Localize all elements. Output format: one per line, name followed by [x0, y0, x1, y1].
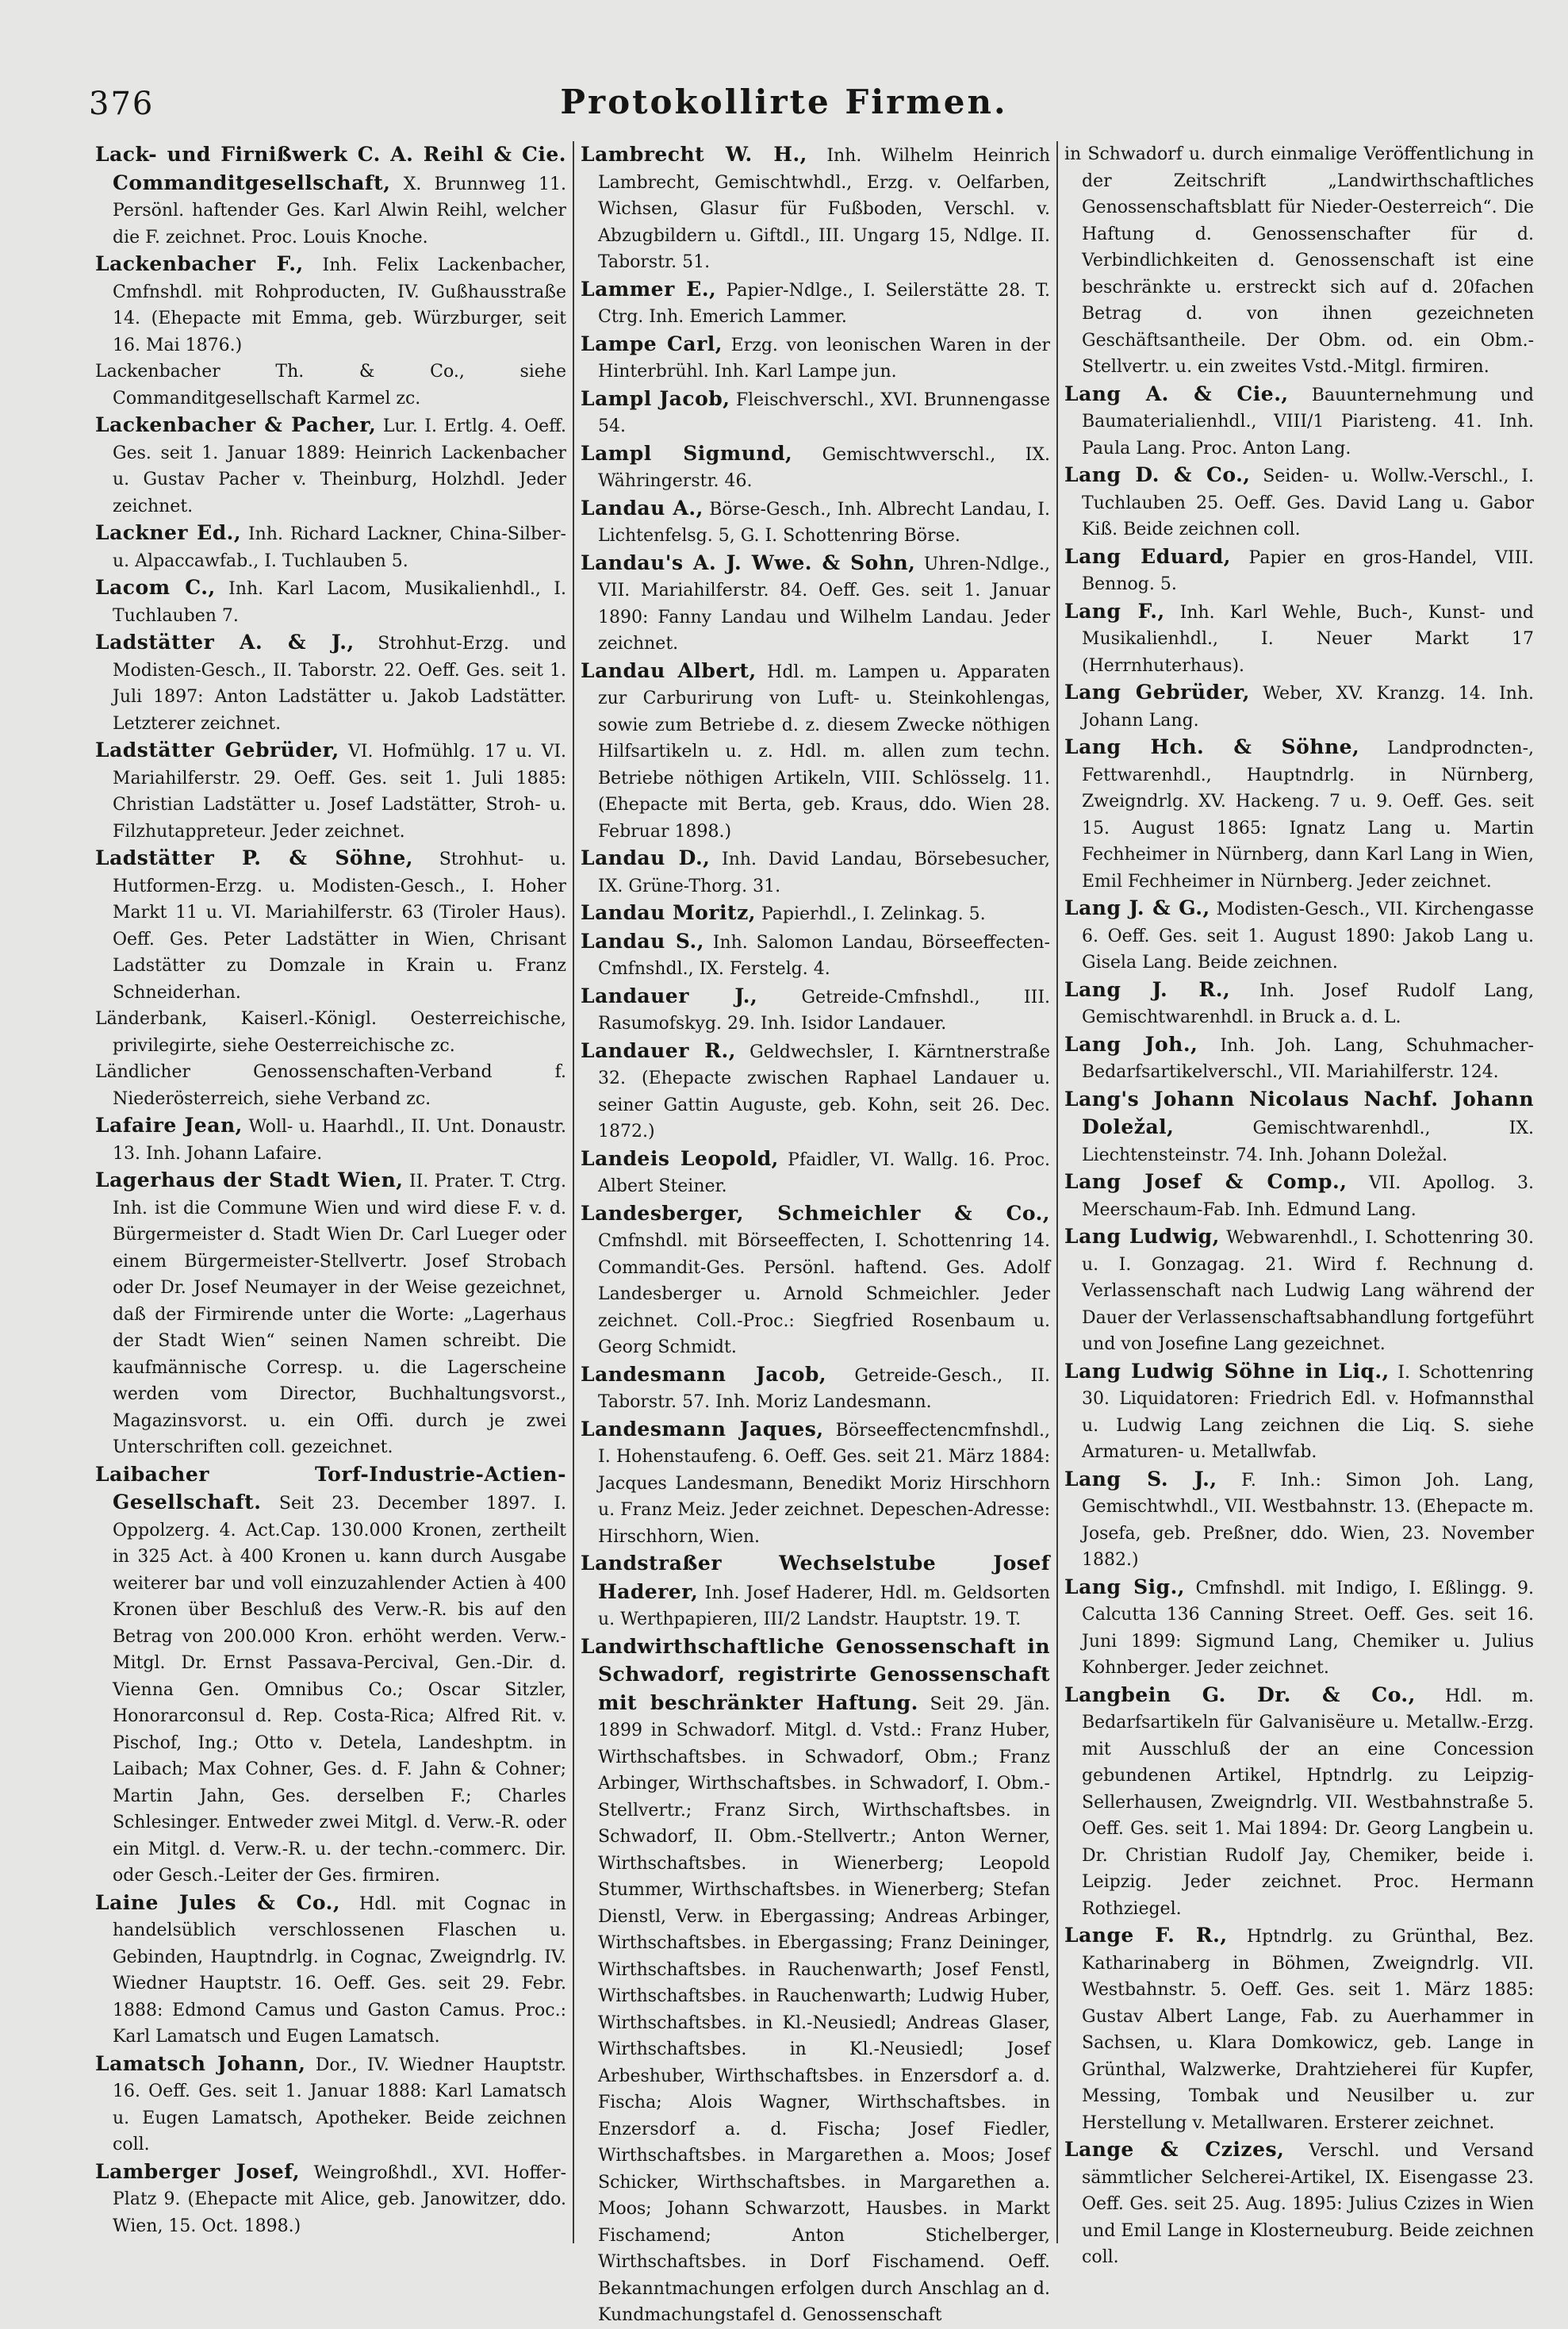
firm-name: Lampl Jacob, — [581, 386, 730, 410]
firm-details: Papier-Ndlge., I. Seilerstätte 28. T. Ctrg. Inh. Emerich Lammer. — [598, 280, 1051, 327]
firm-details: X. Brunnweg 11. Persönl. haftender Ges. Karl Alwin Reihl, welcher die F. zeichnet. Proc. Louis Knoche. — [113, 174, 566, 247]
firm-name: Landau S., — [581, 929, 704, 953]
firm-entry — [581, 331, 1050, 386]
firm-entry — [95, 1112, 566, 1167]
firm-entry — [95, 141, 566, 251]
firm-details: Erzg. von leonischen Waren in der Hinterbrühl. Inh. Karl Lampe jun. — [598, 335, 1050, 382]
firm-name: Langbein G. Dr. & Co., — [1064, 1682, 1416, 1706]
firm-name: Lackner Ed., — [95, 521, 242, 544]
page-number: 376 — [89, 86, 155, 122]
firm-details: Modisten-Gesch., VII. Kirchengasse 6. Oeff. Ges. seit 1. August 1890: Jakob Lang u. Gisela Lang. Beide zeichnen. — [1082, 900, 1535, 973]
firm-details: Weber, XV. Kranzg. 14. Inh. Johann Lang. — [1082, 684, 1534, 731]
firm-entry — [581, 1038, 1050, 1145]
firm-details: Inh. Salomon Landau, Börseeffecten-Cmfnshdl., IX. Ferstelg. 4. — [598, 932, 1050, 979]
firm-name: Landau's A. J. Wwe. & Sohn, — [581, 551, 916, 574]
firm-entry — [581, 276, 1050, 331]
firm-name: Landau Moritz, — [581, 901, 756, 924]
firm-details: Inh. Richard Lackner, China-Silber- u. Alpaccawfab., I. Tuchlauben 5. — [113, 524, 566, 571]
firm-entry — [581, 1550, 1050, 1633]
firm-name: Lang Hch. & Söhne, — [1064, 735, 1360, 758]
firm-details: Hdl. mit Cognac in handelsüblich verschlossenen Flaschen u. Gebinden, Hauptndrlg. in Cognac, Zweigndrlg. IV. Wiedner Hauptstr. 16. Oeff. Ges. seit 29. Febr. 1888: Edmond Camus und Gaston Camus. Proc.: Karl Lamatsch und Eugen Lamatsch. — [113, 1894, 566, 2047]
firm-name: Ladstätter P. & Söhne, — [95, 846, 414, 869]
firm-entry — [1064, 2136, 1534, 2271]
firm-details: Hdl. m. Lampen u. Apparaten zur Carburirung von Luft- u. Steinkohlengas, sowie zum Betriebe d. z. diesem Zwecke nöthigen Hilfsartikeln u. z. Hdl. m. allen zum techn. Betriebe nöthigen Artikeln, VIII. Schlösselg. 11. (Ehepacte mit Berta, geb. Kraus, ddo. Wien 28. Februar 1898.) — [598, 662, 1050, 842]
firm-name: Lang's Johann Nicolaus Nachf. Johann Doležal, — [1064, 1087, 1534, 1138]
firm-details: Gemischtwarenhdl., IX. Liechtensteinstr. 74. Inh. Johann Doležal. — [1082, 1118, 1534, 1165]
firm-name: Lafaire Jean, — [95, 1114, 243, 1137]
firm-details: Länderbank, Kaiserl.-Königl. Oesterreichische, privilegirte, siehe Oesterreichische zc. — [95, 1009, 566, 1056]
firm-entry — [95, 1890, 566, 2051]
firm-entry — [1064, 543, 1534, 598]
firm-entry — [95, 359, 566, 412]
firm-name: Lang Ludwig Söhne in Liq., — [1064, 1359, 1390, 1383]
firm-name: Lange & Czizes, — [1064, 2138, 1285, 2161]
firm-name: Landauer J., — [581, 984, 758, 1007]
firm-name: Landau D., — [581, 846, 711, 869]
firm-details: VI. Hofmühlg. 17 u. VI. Mariahilferstr. 29. Oeff. Ges. seit 1. Juli 1885: Christian Ladstätter u. Josef Ladstätter, Stroh- u. Filzhutappreteur. Jeder zeichnet. — [113, 742, 567, 842]
firm-entry — [95, 2158, 566, 2240]
firm-details: II. Prater. T. Ctrg. Inh. ist die Commune Wien und wird diese F. v. d. Bürgermeister d. Stadt Wien Dr. Carl Lueger oder einem Bürgermeister-Stellvertr. Josef Strobach oder Dr. Josef Neumayer in der Weise gezeichnet, daß der Firmirende unter die Worte: „Lagerhaus der Stadt Wien“ seinen Namen schreibt. Die kaufmännische Corresp. u. die Lagerscheine werden vom Director, Buchhaltungsvorst., Magazinsvorst. u. ein Offi. durch je zwei Unterschriften coll. gezeichnet. — [113, 1172, 566, 1457]
firm-details: Inh. David Landau, Börsebesucher, IX. Grüne-Thorg. 31. — [598, 850, 1050, 896]
firm-entry — [581, 928, 1050, 983]
firm-entry — [581, 1361, 1050, 1416]
firm-entry — [581, 1200, 1050, 1361]
firm-entry — [1064, 381, 1534, 462]
firm-details: Bauunternehmung und Baumaterialienhdl., VIII/1 Piaristeng. 41. Inh. Paula Lang. Proc. Anton Lang. — [1082, 385, 1534, 459]
firm-details: Verschl. und Versand sämmtlicher Selcherei-Artikel, IX. Eisengasse 23. Oeff. Ges. seit 25. Aug. 1895: Julius Czizes in Wien und Emil Lange in Klosterneuburg. Beide zeichnen coll. — [1082, 2141, 1534, 2267]
firm-entry — [1064, 1466, 1534, 1574]
firm-name: Lang Josef & Comp., — [1064, 1170, 1348, 1193]
firm-entry — [95, 629, 566, 737]
firm-entry — [1064, 1574, 1534, 1682]
firm-entry — [581, 900, 1050, 928]
page-title: Protokollirte Firmen. — [560, 82, 1008, 121]
firm-name: Lagerhaus der Stadt Wien, — [95, 1168, 404, 1191]
firm-entry — [1064, 1086, 1534, 1169]
firm-entry — [95, 251, 566, 359]
firm-details: Seiden- u. Wollw.-Verschl., I. Tuchlauben 25. Oeff. Ges. David Lang u. Gabor Kiß. Beide zeichnen coll. — [1082, 466, 1534, 539]
firm-details: I. Schottenring 30. Liquidatoren: Friedrich Edl. v. Hofmannsthal u. Ludwig Lang zeichnen die Liq. S. siehe Armaturen- u. Metallwfab. — [1082, 1362, 1534, 1462]
firm-details: Papier en gros-Handel, VIII. Bennog. 5. — [1082, 547, 1534, 594]
firm-name: Lang Joh., — [1064, 1032, 1198, 1056]
firm-details: Ländlicher Genossenschaften-Verband f. Niederösterreich, siehe Verband zc. — [95, 1062, 566, 1109]
firm-name: Lacom C., — [95, 576, 216, 599]
firm-name: Lackenbacher F., — [95, 252, 304, 275]
firm-name: Lang J. & G., — [1064, 896, 1210, 919]
firm-details: Geldwechsler, I. Kärntnerstraße 32. (Ehepacte zwischen Raphael Landauer u. seiner Gattin Auguste, geb. Kohn, seit 26. Dec. 1872.) — [598, 1042, 1050, 1141]
firm-name: Landesberger, Schmeichler & Co., — [581, 1201, 1050, 1225]
firm-name: Lang J. R., — [1064, 977, 1231, 1001]
firm-details: Seit 23. December 1897. I. Oppolzerg. 4. Act.Cap. 130.000 Kronen, zertheilt in 325 Act. à 400 Kronen u. kann durch Ausgabe weiterer bar und voll einzuzahlender Actien à 400 Kronen über Beschluß des Verw.-R. bis auf den Betrag von 200.000 Kron. erhöht werden. Verw.-Mitgl. Dr. Ernst Passava-Percival, Gen.-Dir. d. Vienna Gen. Omnibus Co.; Oscar Sitzler, Honorarconsul d. Rep. Costa-Rica; Alfred Rit. v. Pischof, Ing.; Otto v. Detela, Landeshptm. in Laibach; Max Cohner, Ges. d. F. Jahn & Cohner; Martin Jahn, Ges. derselben F.; Charles Schlesinger. Entweder zwei Mitgl. d. Verw.-R. oder ein Mitgl. d. Verw.-R. u. der techn.-commerc. Dir. oder Gesch.-Leiter der Ges. firmiren. — [113, 1494, 566, 1886]
firm-name: Ladstätter Gebrüder, — [95, 739, 339, 762]
firm-name: Lang D. & Co., — [1064, 463, 1251, 486]
firm-entry — [581, 550, 1050, 658]
firm-details: Cmfnshdl. mit Indigo, I. Eßlingg. 9. Calcutta 136 Canning Street. Oeff. Ges. seit 16. Juni 1899: Sigmund Lang, Chemiker u. Julius Kohnberger. Jeder zeichnet. — [1082, 1578, 1534, 1678]
firm-entry — [581, 440, 1050, 495]
firm-name: Lange F. R., — [1064, 1924, 1228, 1947]
firm-name: Landeis Leopold, — [581, 1146, 779, 1170]
firm-name: Lack- und Firnißwerk C. A. Reihl & Cie. Commanditgesellschaft, — [95, 143, 566, 194]
firm-name: Lamberger Josef, — [95, 2159, 301, 2183]
firm-entry — [1064, 976, 1534, 1031]
firm-name: Landauer R., — [581, 1038, 736, 1062]
firm-entry — [95, 574, 566, 629]
firm-entry — [581, 141, 1050, 276]
firm-entry — [1064, 1682, 1534, 1923]
firm-name: Lackenbacher & Pacher, — [95, 413, 377, 436]
firm-details: Gemischtwverschl., IX. Währingerstr. 46. — [598, 444, 1050, 491]
firm-entry — [1064, 1168, 1534, 1223]
firm-entry — [1064, 141, 1534, 381]
firm-entry — [581, 386, 1050, 440]
firm-details: in Schwadorf u. durch einmalige Veröffentlichung in der Zeitschrift „Landwirthschaftliches Genossenschaftsblatt für Nieder-Oesterreich“. Die Haftung d. Genossenschafter für d. Verbindlichkeiten d. Genossenschaft ist eine beschränkte u. erstreckt sich auf d. 20fachen Betrag d. von ihnen gezeichneten Geschäftsantheile. Der Obm. od. ein Obm.-Stellvertr. u. ein zweites Vstd.-Mitgl. firmiren. — [1064, 144, 1534, 377]
firm-details: Pfaidler, VI. Wallg. 16. Proc. Albert Steiner. — [598, 1149, 1050, 1196]
firm-name: Landau A., — [581, 496, 703, 520]
firm-details: Inh. Karl Wehle, Buch-, Kunst- und Musikalienhdl., I. Neuer Markt 17 (Herrnhuterhaus). — [1082, 602, 1534, 676]
firm-entry — [581, 1145, 1050, 1200]
firm-details: Inh. Karl Lacom, Musikalienhdl., I. Tuchlauben 7. — [113, 579, 566, 626]
firm-details: Hptndrlg. zu Grünthal, Bez. Katharinaberg in Böhmen, Zweigndrlg. VII. Westbahnstr. 5. Oeff. Ges. seit 1. März 1885: Gustav Albert Lange, Fab. zu Auerhammer in Sachsen, u. Klara Domkowicz, geb. Lange in Grünthal, Walzwerke, Drahtzieherei für Kupfer, Messing, Tombak und Neusilber u. zur Herstellung v. Metallwaren. Ersterer zeichnet. — [1082, 1927, 1534, 2133]
firm-name: Lampe Carl, — [581, 332, 723, 355]
firm-name: Lamatsch Johann, — [95, 2051, 306, 2075]
firm-details: Börseeffectencmfnshdl., I. Hohenstaufeng. 6. Oeff. Ges. seit 21. März 1884: Jacques Landesmann, Benedikt Moriz Hirschhorn u. Franz Meiz. Jeder zeichnet. Depeschen-Adresse: Hirschhorn, Wien. — [598, 1420, 1050, 1547]
firm-name: Laibacher Torf-Industrie-Actien-Gesellschaft. — [95, 1462, 566, 1514]
column-left — [89, 141, 573, 2243]
firm-entry — [1064, 679, 1534, 734]
firm-details: Strohhut- u. Hutformen-Erzg. u. Modisten-Gesch., I. Hoher Markt 11 u. VI. Mariahilferstr. 63 (Tiroler Haus). Oeff. Ges. Peter Ladstätter in Wien, Chrisant Ladstätter zu Domzale in Krain u. Franz Schneiderhan. — [113, 850, 566, 1003]
firm-details: F. Inh.: Simon Joh. Lang, Gemischtwhdl., VII. Westbahnstr. 13. (Ehepacte m. Josefa, geb. Preßner, ddo. Wien, 23. November 1882.) — [1082, 1470, 1534, 1570]
column-right — [1056, 141, 1540, 2267]
firm-name: Landwirthschaftliche Genossenschaft in Schwadorf, registrirte Genossenschaft mit beschränkter Haftung. — [581, 1634, 1050, 1714]
firm-details: Weingroßhdl., XVI. Hoffer-Platz 9. (Ehepacte mit Alice, geb. Janowitzer, ddo. Wien, 15. Oct. 1898.) — [113, 2162, 566, 2236]
firm-details: Dor., IV. Wiedner Hauptstr. 16. Oeff. Ges. seit 1. Januar 1888: Karl Lamatsch u. Eugen Lamatsch, Apotheker. Beide zeichnen coll. — [113, 2055, 566, 2154]
firm-entry — [95, 1461, 566, 1890]
firm-details: Webwarenhdl., I. Schottenring 30. u. I. Gonzagag. 21. Wird f. Rechnung d. Verlassenschaft nach Ludwig Lang während der Dauer der Verlassenschaftsabhandlung fortgeführt und von Josefine Lang gezeichnet. — [1082, 1228, 1534, 1354]
firm-name: Lang Ludwig, — [1064, 1225, 1220, 1248]
firm-name: Landstraßer Wechselstube Josef Haderer, — [581, 1552, 1050, 1603]
firm-details: Hdl. m. Bedarfsartikeln für Galvanisëure u. Metallw.-Erzg. mit Ausschluß der an eine Concession gebundenen Artikel, Hptndrlg. zu Leipzig-Sellerhausen, Zweigndrlg. VII. Westbahnstraße 5. Oeff. Ges. seit 1. Mai 1894: Dr. Georg Langbein u. Dr. Christian Rudolf Jay, Chemiker, beide i. Leipzig. Jeder zeichnet. Proc. Hermann Rothziegel. — [1082, 1686, 1534, 1919]
firm-entry — [1064, 1358, 1534, 1466]
firm-details: Inh. Felix Lackenbacher, Cmfnshdl. mit Rohproducten, IV. Gußhausstraße 14. (Ehepacte mit Emma, geb. Würzburger, seit 16. Mai 1876.) — [113, 255, 567, 355]
firm-entry — [1064, 1031, 1534, 1086]
firm-details: Inh. Josef Rudolf Lang, Gemischtwarenhdl. in Bruck a. d. L. — [1082, 980, 1535, 1027]
firm-entry — [1064, 462, 1534, 543]
firm-entry — [1064, 1922, 1534, 2136]
firm-entry — [95, 1059, 566, 1112]
firm-name: Lang F., — [1064, 599, 1165, 623]
firm-name: Lammer E., — [581, 277, 717, 301]
firm-details: Seit 29. Jän. 1899 in Schwadorf. Mitgl. d. Vstd.: Franz Huber, Wirthschaftsbes. in Schwadorf, Obm.; Franz Arbinger, Wirthschaftsbes. in Schwadorf, I. Obm.-Stellvertr.; Franz Sirch, Wirthschaftsbes. in Schwadorf, II. Obm.-Stellvertr.; Anton Werner, Wirthschaftsbes. in Wienerberg; Leopold Stummer, Wirthschaftsbes. in Wienerberg; Stefan Dienstl, Verw. in Ebergassing; Andreas Arbinger, Wirthschaftsbes. in Ebergassing; Franz Deininger, Wirthschaftsbes. in Rauchenwarth; Josef Fenstl, Wirthschaftsbes. in Rauchenwarth; Ludwig Huber, Wirthschaftsbes. in Kl.-Neusiedl; Andreas Glaser, Wirthschaftsbes. in Kl.-Neusiedl; Josef Arbeshuber, Wirthschaftsbes. in Enzersdorf a. d. Fischa; Alois Wagner, Wirthschaftsbes. in Enzersdorf a. d. Fischa; Josef Fiedler, Wirthschaftsbes. in Margarethen a. Moos; Josef Schicker, Wirthschaftsbes. in Margarethen a. Moos; Johann Schwarzott, Hausbes. in Markt Fischamend; Anton Stichelberger, Wirthschaftsbes. in Dorf Fischamend. Oeff. Bekanntmachungen erfolgen durch Anschlag an d. Kundmachungstafel d. Genossenschaft — [598, 1694, 1050, 2325]
firm-name: Lang Gebrüder, — [1064, 681, 1250, 704]
firm-entry — [581, 845, 1050, 900]
firm-name: Lampl Sigmund, — [581, 441, 793, 465]
firm-details: Getreide-Gesch., II. Taborstr. 57. Inh. Moriz Landesmann. — [598, 1365, 1050, 1412]
firm-entry — [95, 2051, 566, 2158]
firm-name: Landesmann Jaques, — [581, 1417, 824, 1441]
firm-entry — [581, 983, 1050, 1038]
firm-details: Lur. I. Ertlg. 4. Oeff. Ges. seit 1. Januar 1889: Heinrich Lackenbacher u. Gustav Pacher v. Theinburg, Holzhdl. Jeder zeichnet. — [113, 416, 566, 516]
firm-details: Getreide-Cmfnshdl., III. Rasumofskyg. 29. Inh. Isidor Landauer. — [598, 987, 1050, 1034]
firm-entry — [581, 1633, 1050, 2329]
firm-entry — [1064, 734, 1534, 895]
firm-entry — [95, 845, 566, 1006]
firm-details: Landprodncten-, Fettwarenhdl., Hauptndrlg. in Nürnberg, Zweigndrlg. XV. Hackeng. 7 u. 9. Oeff. Ges. seit 15. August 1865: Ignatz Lang u. Martin Fechheimer in Nürnberg, dann Karl Lang in Wien, Emil Fechheimer in Nürnberg. Jeder zeichnet. — [1082, 739, 1535, 892]
firm-entry — [95, 520, 566, 574]
firm-entry — [581, 658, 1050, 846]
firm-details: VII. Apollog. 3. Meerschaum-Fab. Inh. Edmund Lang. — [1082, 1173, 1534, 1220]
firm-details: Inh. Wilhelm Heinrich Lambrecht, Gemischtwhdl., Erzg. v. Oelfarben, Wichsen, Glasur für Fußboden, Verschl. v. Abzugbildern u. Giftdl., III. Ungarg 15, Ndlge. II. Taborstr. 51. — [598, 146, 1050, 272]
firm-name: Lang Sig., — [1064, 1575, 1186, 1598]
firm-name: Lang A. & Cie., — [1064, 382, 1289, 405]
firm-name: Landesmann Jacob, — [581, 1362, 827, 1386]
firm-details: Börse-Gesch., Inh. Albrecht Landau, I. Lichtenfelsg. 5, G. I. Schottenring Börse. — [598, 499, 1050, 546]
firm-name: Lambrecht W. H., — [581, 143, 807, 166]
directory-columns — [89, 141, 1540, 2325]
firm-name: Landau Albert, — [581, 658, 757, 682]
firm-name: Lang S. J., — [1064, 1467, 1217, 1491]
firm-details: Uhren-Ndlge., VII. Mariahilferstr. 84. Oeff. Ges. seit 1. Januar 1890: Fanny Landau und Wilhelm Landau. Jeder zeichnet. — [598, 554, 1050, 654]
firm-details: Fleischverschl., XVI. Brunnengasse 54. — [598, 389, 1050, 436]
firm-details: Inh. Joh. Lang, Schuhmacher-Bedarfsartikelverschl., VII. Mariahilferstr. 124. — [1082, 1035, 1534, 1082]
firm-entry — [1064, 895, 1534, 976]
firm-name: Lang Eduard, — [1064, 544, 1231, 568]
firm-entry — [581, 495, 1050, 550]
firm-entry — [95, 737, 566, 845]
firm-details: Woll- u. Haarhdl., II. Unt. Donaustr. 13. Inh. Johann Lafaire. — [113, 1117, 566, 1164]
firm-details: Strohhut-Erzg. und Modisten-Gesch., II. Taborstr. 22. Oeff. Ges. seit 1. Juli 1897: Anton Ladstätter u. Jakob Ladstätter. Letzterer zeichnet. — [113, 634, 566, 734]
firm-details: Papierhdl., I. Zelinkag. 5. — [761, 904, 986, 924]
firm-details: Inh. Josef Haderer, Hdl. m. Geldsorten u. Werthpapieren, III/2 Landstr. Hauptstr. 19. T. — [598, 1583, 1051, 1629]
firm-entry — [1064, 1223, 1534, 1358]
firm-entry — [1064, 598, 1534, 680]
firm-name: Ladstätter A. & J., — [95, 631, 355, 654]
firm-entry — [581, 1416, 1050, 1551]
firm-entry — [95, 1006, 566, 1059]
firm-details: Cmfnshdl. mit Börseeffecten, I. Schottenring 14. Commandit-Ges. Persönl. haftend. Ges. Adolf Landesberger u. Arnold Schmeichler. Jeder zeichnet. Coll.-Proc.: Siegfried Rosenbaum u. Georg Schmidt. — [598, 1231, 1050, 1357]
firm-entry — [95, 1167, 566, 1461]
firm-entry — [95, 412, 566, 520]
firm-name: Laine Jules & Co., — [95, 1890, 341, 1914]
column-middle — [573, 141, 1056, 2325]
firm-details: Lackenbacher Th. & Co., siehe Commanditgesellschaft Karmel zc. — [95, 362, 566, 409]
